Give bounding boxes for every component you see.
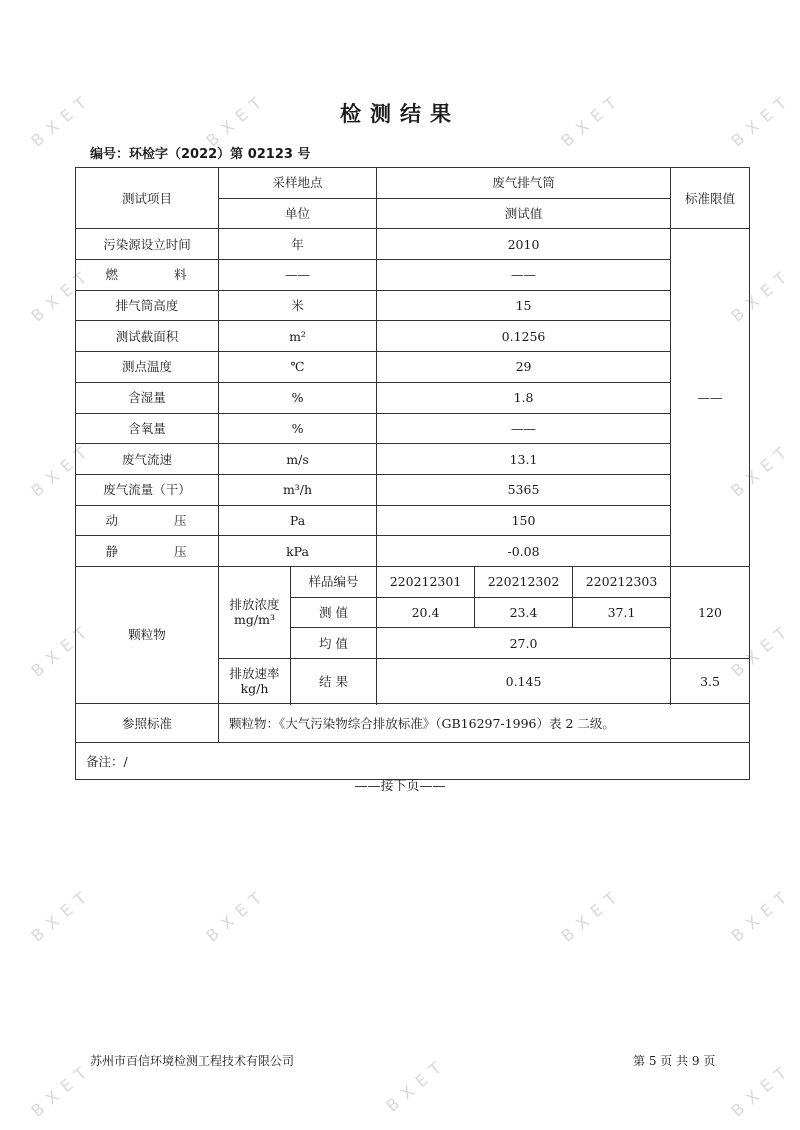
watermark: BXET: [382, 1053, 452, 1116]
watermark: BXET: [202, 88, 272, 151]
watermark: BXET: [27, 618, 97, 681]
average-label: 均 值: [291, 628, 377, 659]
concentration-label: 排放浓度: [229, 597, 280, 613]
row-value: 15: [377, 290, 671, 321]
table-row: [76, 444, 750, 475]
header-sampling-site: 采样地点: [219, 168, 377, 199]
table-row: [76, 505, 750, 536]
watermark: BXET: [727, 438, 797, 501]
concentration-label-cell: [219, 566, 291, 658]
header-test-value: 测试值: [377, 198, 671, 229]
row-item: 含氧量: [76, 413, 219, 444]
watermark: BXET: [727, 883, 797, 946]
header-test-item: 测试项目: [76, 168, 219, 229]
page-title: 检测结果: [340, 102, 460, 126]
page-info: 第 5 页 共 9 页: [633, 1054, 716, 1068]
row-unit: kPa: [219, 536, 377, 567]
row-unit: m³/h: [219, 474, 377, 505]
row-item: 含湿量: [76, 382, 219, 413]
header-site-value: 废气排气筒: [377, 168, 671, 199]
row-unit: %: [219, 413, 377, 444]
row-value: ——: [377, 413, 671, 444]
reference-text: 颗粒物：《大气污染物综合排放标准》（GB16297-1996）表 2 二级。: [219, 704, 750, 743]
table-row: [76, 290, 750, 321]
document-number: 编号：环检字（2022）第 02123 号: [90, 147, 311, 162]
table-row: [76, 260, 750, 291]
row-item: 动 压: [76, 505, 219, 536]
watermark: BXET: [727, 88, 797, 151]
row-unit: m²: [219, 321, 377, 352]
row-item: 废气流速: [76, 444, 219, 475]
reference-row: [76, 704, 750, 743]
sample-no-label: 样品编号: [291, 566, 377, 597]
row-item: 测点温度: [76, 352, 219, 383]
row-unit: 米: [219, 290, 377, 321]
rate-limit: 3.5: [671, 659, 750, 704]
row-value: 150: [377, 505, 671, 536]
table-row: [76, 229, 750, 260]
row-unit: 年: [219, 229, 377, 260]
row-value: 1.8: [377, 382, 671, 413]
watermark: BXET: [27, 88, 97, 151]
row-value: 2010: [377, 229, 671, 260]
row-unit: %: [219, 382, 377, 413]
row-value: ——: [377, 260, 671, 291]
watermark: BXET: [27, 438, 97, 501]
row-unit: Pa: [219, 505, 377, 536]
watermark: BXET: [727, 618, 797, 681]
table-row: [76, 382, 750, 413]
sample-no: 220212301: [377, 566, 475, 597]
row-item: 排气筒高度: [76, 290, 219, 321]
measured-label: 测 值: [291, 597, 377, 628]
table-row: [76, 413, 750, 444]
particulate-name: 颗粒物: [76, 566, 219, 703]
row-value: 5365: [377, 474, 671, 505]
header-row: [76, 168, 750, 199]
measured-value: 23.4: [475, 597, 573, 628]
row-value: 29: [377, 352, 671, 383]
reference-label: 参照标准: [76, 704, 219, 743]
results-table: [75, 167, 750, 780]
row-item: 废气流量（干）: [76, 474, 219, 505]
row-item: 静 压: [76, 536, 219, 567]
row-item: 测试截面积: [76, 321, 219, 352]
row-value: 13.1: [377, 444, 671, 475]
measured-value: 20.4: [377, 597, 475, 628]
result-value: 0.145: [377, 659, 671, 704]
rate-label-cell: [219, 659, 291, 704]
header-unit: 单位: [219, 198, 377, 229]
row-item: 燃 料: [76, 260, 219, 291]
watermark: BXET: [27, 263, 97, 326]
watermark: BXET: [27, 1058, 97, 1121]
particulate-row: [76, 566, 750, 597]
company-name: 苏州市百信环境检测工程技术有限公司: [90, 1054, 295, 1068]
average-value: 27.0: [377, 628, 671, 659]
remarks: 备注：/: [76, 743, 750, 780]
watermark: BXET: [557, 88, 627, 151]
sample-no: 220212302: [475, 566, 573, 597]
general-limit: ——: [671, 229, 750, 567]
rate-unit: kg/h: [240, 681, 269, 696]
remarks-row: [76, 743, 750, 780]
table-row: [76, 474, 750, 505]
table-row: [76, 352, 750, 383]
sample-no: 220212303: [573, 566, 671, 597]
table-row: [76, 536, 750, 567]
row-unit: ——: [219, 260, 377, 291]
row-value: -0.08: [377, 536, 671, 567]
continued-note: ——接下页——: [354, 779, 446, 794]
row-unit: m/s: [219, 444, 377, 475]
measured-value: 37.1: [573, 597, 671, 628]
result-label: 结 果: [291, 659, 377, 704]
watermark: BXET: [27, 883, 97, 946]
concentration-limit: 120: [671, 566, 750, 658]
watermark: BXET: [202, 883, 272, 946]
table-row: [76, 321, 750, 352]
row-item: 污染源设立时间: [76, 229, 219, 260]
concentration-unit: mg/m³: [234, 612, 275, 628]
watermark: BXET: [727, 263, 797, 326]
watermark: BXET: [727, 1058, 797, 1121]
rate-label: 排放速率: [229, 666, 280, 681]
row-value: 0.1256: [377, 321, 671, 352]
watermark: BXET: [557, 883, 627, 946]
row-unit: ℃: [219, 352, 377, 383]
header-limit: 标准限值: [671, 168, 750, 229]
